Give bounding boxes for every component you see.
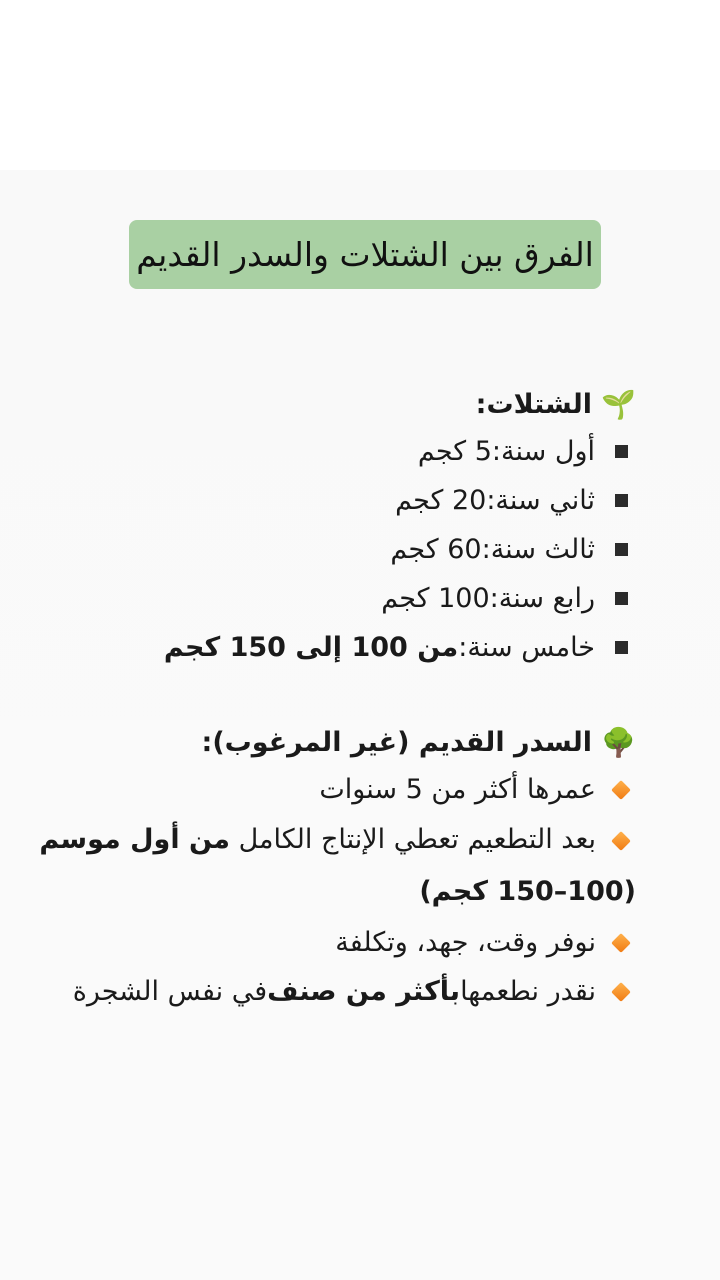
tree-icon: 🌳 xyxy=(601,725,636,759)
orange-diamond-icon xyxy=(611,831,631,851)
orange-diamond-icon xyxy=(611,933,631,953)
list-item xyxy=(20,918,636,967)
square-bullet-icon xyxy=(615,641,628,654)
old-sidr-heading-label: السدر القديم (غير المرغوب): xyxy=(201,726,592,758)
old-sidr-section xyxy=(20,719,636,1016)
square-bullet-icon xyxy=(615,494,628,507)
seedlings-section xyxy=(20,381,636,672)
item-text-bold: من أول موسم (100–150 كجم) xyxy=(39,824,636,907)
item-text-bold: بأكثر من صنف xyxy=(267,976,461,1007)
list-item xyxy=(20,967,636,1016)
old-sidr-heading xyxy=(20,719,636,765)
seedlings-heading xyxy=(20,381,636,427)
seedling-icon: 🌱 xyxy=(601,387,636,421)
list-item xyxy=(20,525,636,574)
item-text: في نفس الشجرة xyxy=(72,976,268,1007)
item-value: 100 كجم xyxy=(381,583,490,614)
list-item xyxy=(20,427,636,476)
item-value: 20 كجم xyxy=(395,485,487,516)
title-box xyxy=(129,220,601,289)
item-label: أول سنة: xyxy=(491,436,595,467)
item-text: نقدر نطعمها xyxy=(460,976,596,1007)
item-label: ثاني سنة: xyxy=(486,485,595,516)
item-label: رابع سنة: xyxy=(489,583,595,614)
page-title: الفرق بين الشتلات والسدر القديم xyxy=(136,235,594,274)
item-label: ثالث سنة: xyxy=(481,534,595,565)
orange-diamond-icon xyxy=(611,982,631,1002)
item-text: نوفر وقت، جهد، وتكلفة xyxy=(335,927,596,958)
orange-diamond-icon xyxy=(611,780,631,800)
item-text: عمرها أكثر من 5 سنوات xyxy=(319,774,596,805)
list-item xyxy=(20,476,636,525)
list-item xyxy=(20,623,636,672)
seedlings-heading-label: الشتلات: xyxy=(475,388,592,420)
list-item xyxy=(20,765,636,814)
item-label: خامس سنة: xyxy=(458,632,595,663)
square-bullet-icon xyxy=(615,543,628,556)
list-item xyxy=(20,814,636,918)
item-value: من 100 إلى 150 كجم xyxy=(163,632,459,663)
item-text: بعد التطعيم تعطي الإنتاج الكامل xyxy=(230,824,596,855)
list-item xyxy=(20,574,636,623)
square-bullet-icon xyxy=(615,592,628,605)
square-bullet-icon xyxy=(615,445,628,458)
item-value: 5 كجم xyxy=(417,436,492,467)
item-value: 60 كجم xyxy=(390,534,482,565)
